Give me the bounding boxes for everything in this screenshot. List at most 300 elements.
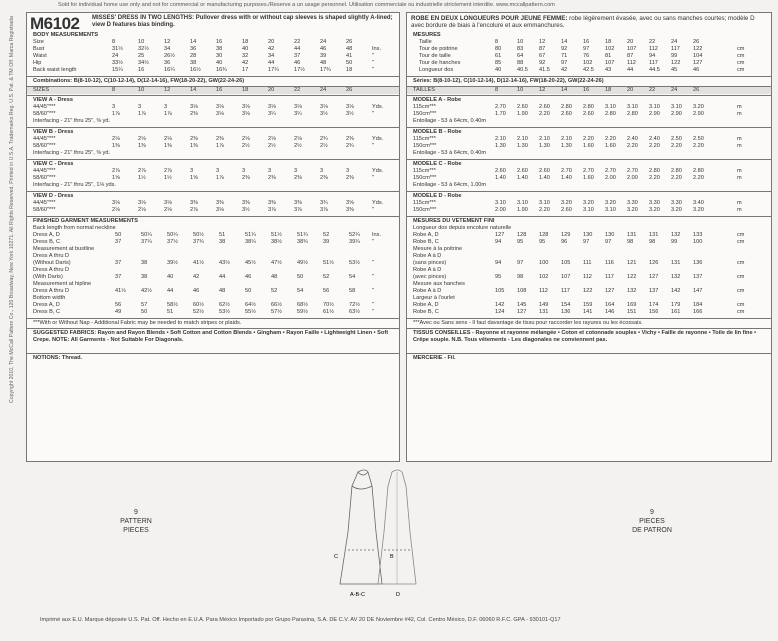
row-label: Taille (419, 39, 432, 45)
cell-value: 38 (219, 239, 226, 245)
table-row (407, 111, 771, 118)
cell-value: 3 (268, 168, 272, 174)
cell-value: 50 (141, 309, 148, 315)
unit-label: Ins. (372, 46, 382, 52)
cell-value: 1⅜ (112, 143, 120, 149)
cell-value: 2⅛ (112, 207, 120, 213)
cell-value: 43 (605, 67, 612, 73)
cell-value: 2.00 (627, 175, 638, 181)
cell-value: 18 (242, 39, 249, 45)
unit-label: " (372, 288, 374, 294)
cell-value: 107 (605, 60, 615, 66)
notions: NOTIONS: Thread. (33, 355, 83, 361)
cell-value: 50 (115, 232, 122, 238)
cell-value: 2.60 (539, 168, 550, 174)
cell-value: 2.60 (583, 111, 594, 117)
cell-value: 17¾ (320, 67, 331, 73)
cell-value: 100 (693, 239, 703, 245)
cell-value: 42½ (141, 288, 152, 294)
cell-value: 174 (649, 302, 659, 308)
cell-value: 3¼ (294, 111, 302, 117)
cell-value: 20 (627, 39, 634, 45)
cell-value: 1.30 (517, 143, 528, 149)
cell-value: 122 (693, 46, 703, 52)
cell-value: 3.30 (671, 200, 682, 206)
cell-value: 95 (495, 274, 502, 280)
table-row (27, 288, 399, 295)
cell-value: 25 (138, 53, 145, 59)
entoilage: Entoilage - 53 à 64cm, 0.40m (413, 118, 487, 124)
row-label: 115cm*** (413, 104, 436, 110)
divider (407, 318, 771, 319)
unit-label: cm (737, 302, 745, 308)
cell-value: 92 (561, 46, 568, 52)
cell-value: 117 (561, 288, 570, 294)
cell-value: 2.20 (693, 143, 704, 149)
cell-value: 16 (583, 87, 590, 93)
cell-value: 98 (517, 274, 524, 280)
model-title: MODELE D - Robe (413, 193, 462, 199)
cell-value: 88 (517, 60, 524, 66)
unit-label: m (737, 136, 742, 142)
cell-value: 2.40 (649, 136, 660, 142)
cell-value: 58 (349, 288, 356, 294)
cell-value: 50¼ (167, 232, 178, 238)
cell-value: 48 (271, 274, 278, 280)
model-title: MODELE B - Robe (413, 129, 462, 135)
cell-value: 132 (627, 288, 637, 294)
cell-value: 3.10 (605, 207, 616, 213)
cell-value: 2.10 (517, 136, 528, 142)
table-row (407, 288, 771, 295)
table-row (27, 274, 399, 281)
cell-value: 2.20 (627, 143, 638, 149)
cell-value: 16¼ (164, 67, 175, 73)
table-row (407, 87, 771, 94)
cell-value: 14 (190, 87, 197, 93)
cell-value: 3¼ (268, 111, 276, 117)
table-row (407, 207, 771, 214)
cell-value: 2.90 (649, 111, 660, 117)
cell-value: 83 (517, 46, 524, 52)
cell-value: 2.20 (539, 111, 550, 117)
cell-value: 127 (495, 232, 505, 238)
cell-value: 53½ (349, 260, 360, 266)
cell-value: 94 (495, 260, 502, 266)
divider (407, 191, 771, 192)
cell-value: 38½ (271, 239, 282, 245)
cell-value: 61½ (323, 309, 334, 315)
table-row (407, 200, 771, 207)
cell-value: 129 (561, 232, 571, 238)
cell-value: 2.70 (627, 168, 638, 174)
row-label: Dress A thru D (33, 253, 70, 259)
cell-value: 122 (583, 288, 593, 294)
cell-value: 12 (164, 39, 171, 45)
cell-value: 2⅛ (138, 207, 146, 213)
view-title: VIEW A - Dress (33, 97, 73, 103)
mercerie: MERCERIE - Fil. (413, 355, 456, 361)
cell-value: 37 (115, 274, 122, 280)
cell-value: 10 (138, 39, 145, 45)
row-label: 150cm*** (413, 143, 437, 149)
cell-value: 99 (671, 239, 678, 245)
cell-value: 2.50 (671, 136, 682, 142)
cell-value: 45½ (245, 260, 256, 266)
unit-label: cm (737, 67, 745, 73)
cell-value: 52¼ (349, 232, 360, 238)
cell-value: 2⅜ (190, 111, 198, 117)
cell-value: 3.20 (693, 207, 704, 213)
cell-value: 3 (216, 168, 220, 174)
cell-value: 8 (112, 39, 116, 45)
view-title: VIEW D - Dress (33, 193, 74, 199)
row-label: Dress A, D (33, 232, 60, 238)
cell-value: 2⅜ (346, 175, 354, 181)
cell-value: 1⅜ (138, 143, 146, 149)
cell-value: 15¼ (112, 67, 123, 73)
cell-value: 2.70 (605, 168, 616, 174)
cell-value: 54 (349, 274, 356, 280)
cell-value: 33½ (112, 60, 123, 66)
row-label: 58/60"*** (33, 207, 56, 213)
cell-value: 130 (605, 232, 615, 238)
cell-value: 2⅜ (268, 175, 276, 181)
row-label: Back length from normal neckline (33, 225, 116, 231)
cell-value: 59½ (297, 309, 308, 315)
table-row (27, 60, 399, 67)
cell-value: 96 (561, 239, 568, 245)
cell-value: 127 (649, 274, 659, 280)
cell-value: 2.90 (671, 111, 682, 117)
cell-value: 2.20 (649, 143, 660, 149)
cell-value: 52 (323, 274, 330, 280)
cell-value: 18 (605, 39, 612, 45)
cell-value: 2⅜ (190, 136, 198, 142)
cell-value: 37 (115, 260, 122, 266)
cell-value: 2.20 (583, 136, 594, 142)
table-row (407, 239, 771, 246)
table-row (27, 136, 399, 143)
cell-value: 179 (671, 302, 681, 308)
unit-label: " (372, 260, 374, 266)
cell-value: 3.10 (671, 104, 682, 110)
cell-value: 46 (193, 288, 200, 294)
divider (407, 159, 771, 160)
table-row (407, 60, 771, 67)
cell-value: 14 (561, 87, 568, 93)
table-row (407, 295, 771, 302)
row-label: 150cm*** (413, 207, 437, 213)
cell-value: 131 (671, 260, 681, 266)
cell-value: 40.5 (517, 67, 528, 73)
cell-value: 26 (693, 39, 700, 45)
row-label: Robe A, D (413, 232, 439, 238)
cell-value: 95 (517, 239, 524, 245)
cell-value: 70½ (323, 302, 334, 308)
cell-value: 72½ (349, 302, 360, 308)
cell-value: 1⅞ (112, 111, 120, 117)
interfacing: Interfacing - 21" thru 25", ⅜ yd. (33, 150, 111, 156)
table-row (27, 53, 399, 60)
cell-value: 2⅛ (112, 136, 120, 142)
cell-value: 44 (167, 288, 174, 294)
french-desc: robe légèrement évasée, avec ou sans manches courtes; modèle D avec bordure de biais à l'encolure et aux emmanchures. (411, 15, 755, 29)
cell-value: 95 (539, 239, 546, 245)
table-row (407, 175, 771, 182)
cell-value: 17½ (294, 67, 305, 73)
cell-value: 142 (671, 288, 681, 294)
french-panel (406, 12, 772, 462)
cell-value: 92 (539, 60, 546, 66)
cell-value: 97 (583, 46, 590, 52)
cell-value: 1.40 (517, 175, 528, 181)
cell-value: 58½ (167, 302, 178, 308)
table-row (27, 87, 399, 94)
pattern-code: M6102 (30, 14, 80, 33)
cell-value: 8 (495, 39, 499, 45)
row-label: Dress A, D (33, 302, 60, 308)
cell-value: 16 (216, 39, 223, 45)
cell-value: 2½ (294, 143, 302, 149)
divider (27, 95, 399, 96)
cell-value: 53½ (219, 309, 230, 315)
cell-value: 102 (583, 60, 593, 66)
cell-value: 1.30 (561, 143, 572, 149)
cell-value: 3 (320, 168, 324, 174)
divider (407, 76, 771, 77)
table-row (27, 111, 399, 118)
cell-value: 16¾ (216, 67, 227, 73)
row-label: Longueur dos (419, 67, 454, 73)
cell-value: 2.70 (495, 104, 506, 110)
row-label: 44/45"*** (33, 136, 56, 142)
row-label: 115cm*** (413, 168, 436, 174)
cell-value: 2.60 (561, 207, 572, 213)
row-label: Largeur à l'ourlet (413, 295, 455, 301)
cell-value: 57½ (271, 309, 282, 315)
copyright-vertical: Copyright 2010, The McCall Pattern Co., 120 Broadway, New York 10271. All Rights Reserved. Printed in U.S.A. Trademarks Reg. U.S. Pat. & TM Off. Marca Registrada (9, 16, 15, 403)
cell-value: 63½ (349, 309, 360, 315)
cell-value: 2¾ (346, 143, 354, 149)
front-dress-outline (340, 470, 382, 584)
interfacing: Interfacing - 21" thru 25", 1⅛ yds. (33, 182, 116, 188)
cell-value: 1⅜ (164, 143, 172, 149)
cell-value: 42 (561, 67, 568, 73)
cell-value: 56 (323, 288, 330, 294)
cell-value: 2.10 (539, 136, 550, 142)
cell-value: 39½ (167, 260, 178, 266)
unit-label: cm (737, 260, 745, 266)
row-label: Dress A thru D (33, 288, 70, 294)
cell-value: 40 (242, 46, 249, 52)
cell-value: 34 (164, 46, 171, 52)
cell-value: 105 (561, 260, 571, 266)
cell-value: 32½ (138, 46, 149, 52)
cell-value: 151 (627, 309, 637, 315)
unit-label: " (372, 274, 374, 280)
cell-value: 166 (693, 309, 703, 315)
english-panel (26, 12, 400, 462)
cell-value: 50¼ (141, 232, 152, 238)
cell-value: 68½ (297, 302, 308, 308)
cell-value: 37 (115, 239, 122, 245)
cell-value: 3.20 (583, 200, 594, 206)
cell-value: 2⅞ (138, 168, 146, 174)
pieces-line2: PIECES (123, 527, 149, 534)
legal-note: Sold for individual home use only and not for commercial or manufacturing purposes./Reserve a un usage personnel. Utilisation commerciale ou industrielle strictement interdite. www.mccallpattern.com (58, 2, 555, 8)
cell-value: 18 (605, 87, 612, 93)
cell-value: 3.40 (693, 200, 704, 206)
cell-value: 37 (294, 53, 301, 59)
cell-value: 3.20 (649, 207, 660, 213)
cell-value: 46 (245, 274, 252, 280)
cell-value: 3⅛ (242, 104, 250, 110)
cell-value: 184 (693, 302, 703, 308)
divider (407, 216, 771, 217)
cell-value: 2.80 (561, 104, 572, 110)
cell-value: 1.90 (517, 207, 528, 213)
row-label: Robe A à D (413, 253, 442, 259)
unit-label: cm (737, 53, 745, 59)
table-row (407, 168, 771, 175)
cell-value: 97 (561, 60, 568, 66)
cell-value: 24 (320, 87, 327, 93)
unit-label: Yds. (372, 136, 384, 142)
cell-value: 34 (268, 53, 275, 59)
cell-value: 32 (242, 53, 249, 59)
cell-value: 111 (583, 260, 592, 266)
cell-value: 20 (268, 39, 275, 45)
cell-value: 154 (561, 302, 571, 308)
cell-value: 3⅞ (320, 207, 328, 213)
table-row (407, 267, 771, 274)
cell-value: 22 (649, 39, 656, 45)
cell-value: 2.20 (693, 175, 704, 181)
table-row (407, 46, 771, 53)
unit-label: m (737, 175, 742, 181)
cell-value: 36 (164, 60, 171, 66)
pieces-count-fr: 9 (650, 509, 654, 516)
cell-value: 38 (141, 260, 148, 266)
cell-value: 131 (649, 232, 659, 238)
table-row (27, 200, 399, 207)
tissus-conseilles: TISSUS CONSEILLES - Rayonne et rayonne mélangée • Coton et cotonnade souples • Vichy • Faille de rayonne • Toile de lin fine • Crêpe souple. N.B. Tous vêtements - Les diagonales ne conviennent pas. (413, 330, 757, 343)
cell-value: 3 (190, 168, 194, 174)
cell-value: 127 (517, 309, 527, 315)
cell-value: 8 (495, 87, 499, 93)
cell-value: 51½ (323, 260, 334, 266)
cell-value: 2.50 (693, 136, 704, 142)
row-label: (With Darts) (33, 274, 63, 280)
divider (27, 328, 399, 329)
cell-value: 76 (583, 53, 590, 59)
cell-value: 2.20 (671, 143, 682, 149)
cell-value: 2¾ (320, 136, 328, 142)
cell-value: 39 (323, 239, 330, 245)
cell-value: 87 (539, 46, 546, 52)
fini-title: MESURES DU VETEMENT FINI (413, 218, 495, 224)
cell-value: 2.80 (605, 111, 616, 117)
cell-value: 3⅞ (294, 207, 302, 213)
cell-value: 97 (517, 260, 524, 266)
cell-value: 52 (271, 288, 278, 294)
table-row (407, 136, 771, 143)
cell-value: 3½ (346, 111, 354, 117)
cell-value: 2⅜ (320, 175, 328, 181)
row-label: 58/60"*** (33, 175, 56, 181)
cell-value: 17 (242, 67, 249, 73)
cell-value: 67 (539, 53, 546, 59)
table-row (407, 281, 771, 288)
row-label: SIZES (33, 87, 50, 93)
cell-value: 112 (627, 60, 636, 66)
unit-label: " (372, 143, 374, 149)
cell-value: 2⅛ (164, 207, 172, 213)
divider (27, 318, 399, 319)
cell-value: 87 (627, 53, 634, 59)
pieces-line1: PATTERN (120, 518, 152, 525)
cell-value: 3⅛ (164, 200, 172, 206)
cell-value: 26½ (164, 53, 175, 59)
cell-value: 2½ (320, 143, 328, 149)
unit-label: m (737, 104, 742, 110)
cell-value: 48 (346, 46, 353, 52)
cell-value: 26 (346, 39, 353, 45)
cell-value: 30 (216, 53, 223, 59)
cell-value: 3.20 (693, 104, 704, 110)
cell-value: 3½ (242, 207, 250, 213)
cell-value: 156 (649, 309, 659, 315)
cell-value: 3⅜ (216, 200, 224, 206)
cell-value: 40 (167, 274, 174, 280)
cell-value: 1⅞ (216, 175, 224, 181)
cell-value: 121 (627, 260, 637, 266)
cell-value: 1½ (164, 175, 172, 181)
cell-value: 3⅛ (216, 207, 224, 213)
body-measurements-title: BODY MEASUREMENTS (33, 32, 99, 38)
cell-value: 10 (517, 39, 524, 45)
cell-value: 136 (561, 309, 571, 315)
cell-value: 49½ (297, 260, 308, 266)
row-label: Tour de hanches (419, 60, 461, 66)
label-c: C (334, 554, 338, 560)
divider (407, 328, 771, 329)
unit-label: cm (737, 309, 745, 315)
cell-value: 38 (141, 274, 148, 280)
cell-value: 3⅜ (190, 200, 198, 206)
cell-value: 10 (517, 87, 524, 93)
cell-value: 41.5 (539, 67, 550, 73)
cell-value: 142 (495, 302, 505, 308)
label-b: B (390, 554, 394, 560)
row-label: Hip (33, 60, 42, 66)
row-label: Tour de taille (419, 53, 451, 59)
cell-value: 16 (583, 39, 590, 45)
cell-value: 1.40 (539, 175, 550, 181)
cell-value: 41 (346, 53, 353, 59)
cell-value: 131 (627, 232, 637, 238)
unit-label: cm (737, 232, 745, 238)
table-row (27, 67, 399, 74)
cell-value: 3⅜ (268, 200, 276, 206)
divider (27, 127, 399, 128)
cell-value: 44 (294, 46, 301, 52)
unit-label: cm (737, 239, 745, 245)
cell-value: 1.90 (517, 111, 528, 117)
row-label: Robe A à D (413, 288, 442, 294)
cell-value: 137 (649, 288, 659, 294)
